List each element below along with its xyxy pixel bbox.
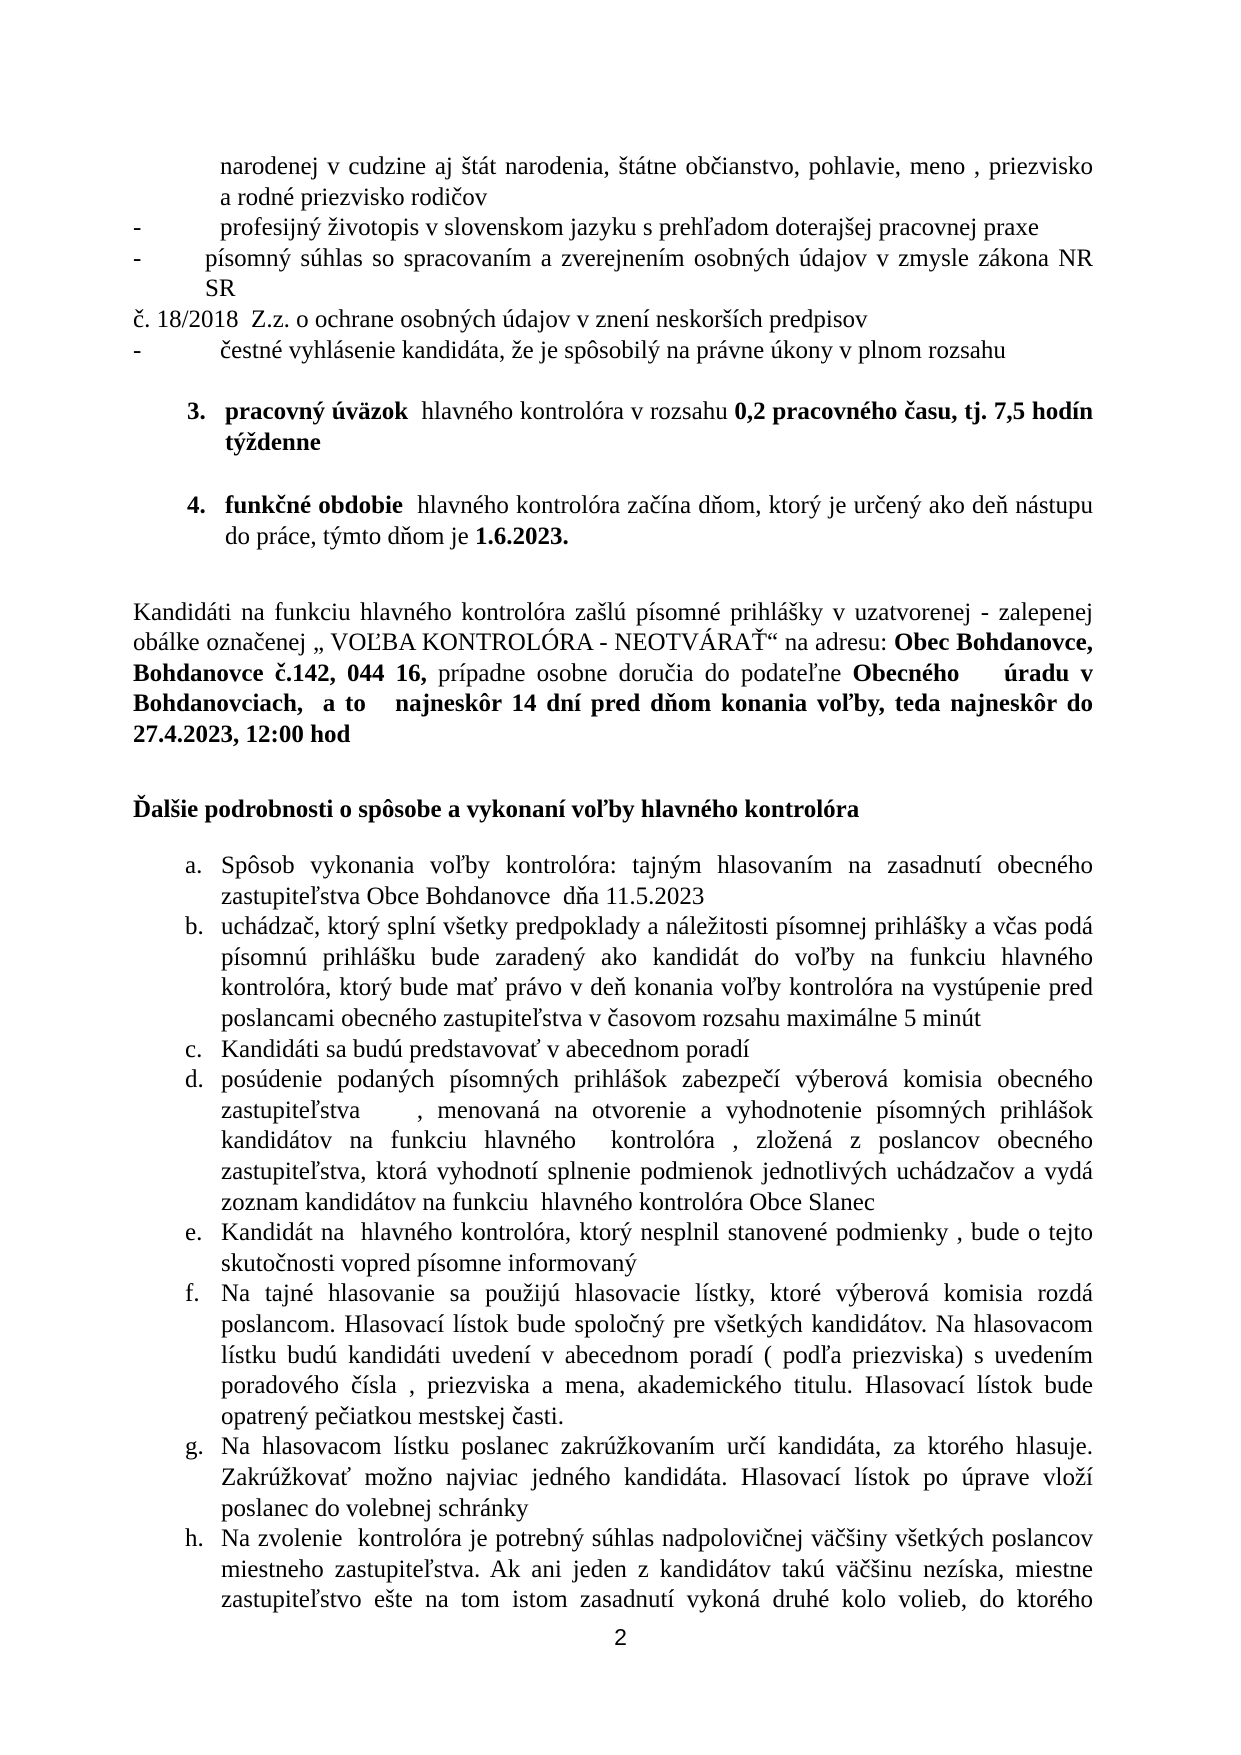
dash-bullet: - — [133, 214, 142, 242]
list-letter: f. — [185, 1280, 200, 1308]
bold-text: 1.6.2023. — [474, 522, 569, 550]
text-line: opatrený pečiatkou mestskej časti. — [221, 1402, 564, 1430]
text-line: kontrolóra, ktorý bude mať právo v deň konania voľby kontrolóra na vystúpenie pred — [221, 974, 1093, 1002]
list-item-cv — [133, 213, 1093, 244]
text-line: kandidátov na funkciu hlavného kontrolóra , zložená z poslancov obecného — [221, 1127, 1093, 1155]
requirements-list-continuation — [133, 152, 1100, 366]
text-line — [133, 397, 1093, 428]
text-line: č. 18/2018 Z.z. o ochrane osobných údajov v znení neskorších predpisov — [133, 305, 868, 333]
list-item-consent — [133, 244, 1100, 305]
text-line: posúdenie podaných písomných prihlášok zabezpečí výberová komisia obecného — [221, 1066, 1093, 1094]
text-line — [133, 491, 1093, 522]
text-line: Zakrúžkovať možno najviac jedného kandidáta. Hlasovací lístok po úprave vloží — [221, 1463, 1093, 1491]
list-item-h — [133, 1524, 1093, 1555]
list-number: 3. — [187, 398, 206, 426]
regular-text: do práce, týmto dňom je — [225, 522, 475, 550]
regular-text: hlavného kontrolóra v rozsahu — [408, 398, 735, 426]
text-line: Kandidát na hlavného kontrolóra, ktorý nesplnil stanovené podmienky , bude o tejto — [221, 1219, 1093, 1247]
text-line: skutočnosti vopred písomne informovaný — [221, 1249, 637, 1277]
text-line: a rodné priezvisko rodičov — [220, 183, 488, 211]
text-line — [133, 428, 1093, 459]
list-item-c — [133, 1035, 1093, 1066]
list-letter: b. — [185, 913, 204, 941]
alpha-list — [133, 851, 1093, 1616]
list-letter: a. — [185, 852, 203, 880]
bold-text: pracovný úväzok — [225, 398, 409, 426]
text-line: zastupiteľstva Obce Bohdanovce dňa 11.5.2023 — [221, 882, 705, 910]
bold-text: Bohdanovce č.142, 044 16, — [133, 659, 427, 687]
regular-text: obálke označenej „ VOĽBA KONTROLÓRA - NEOTVÁRAŤ“ na adresu: — [133, 629, 894, 657]
text-line: zastupiteľstvo ešte na tom istom zasadnutí vykoná druhé kolo volieb, do ktorého — [221, 1586, 1093, 1614]
regular-text: prípadne osobne doručia do podateľne — [426, 659, 853, 687]
dash-bullet: - — [133, 336, 142, 364]
text-line: písomný súhlas so spracovaním a zverejnením osobných údajov v zmysle zákona NR SR — [205, 244, 1100, 303]
numbered-item-4-term — [133, 491, 1093, 552]
text-line: čestné vyhlásenie kandidáta, že je spôsobilý na právne úkony v plnom rozsahu — [220, 336, 1006, 364]
text-line — [133, 522, 1093, 553]
page-content — [133, 152, 1100, 1616]
list-item-d — [133, 1065, 1093, 1096]
text-line — [133, 659, 1093, 690]
list-item-a — [133, 851, 1093, 882]
text-line: Spôsob vykonania voľby kontrolóra: tajným hlasovaním na zasadnutí obecného — [221, 852, 1093, 880]
text-line — [133, 628, 1093, 659]
application-paragraph — [133, 598, 1093, 751]
bold-text: Obecného úradu v — [852, 659, 1093, 687]
dash-bullet: - — [133, 244, 142, 272]
text-line — [133, 689, 1093, 720]
list-item-e — [133, 1218, 1093, 1249]
list-letter: d. — [185, 1066, 204, 1094]
list-item-b — [133, 912, 1093, 943]
text-line: narodenej v cudzine aj štát narodenia, štátne občianstvo, pohlavie, meno , priezvisko — [220, 153, 1093, 180]
text-line: uchádzač, ktorý splní všetky predpoklady a náležitosti písomnej prihlášky a včas podá — [221, 913, 1093, 941]
text-line: Na tajné hlasovanie sa použijú hlasovacie lístky, ktoré výberová komisia rozdá — [221, 1280, 1093, 1308]
text-line: Kandidáti sa budú predstavovať v abecednom poradí — [221, 1035, 750, 1063]
text-line: poslanec do volebnej schránky — [221, 1494, 529, 1522]
bold-text: týždenne — [225, 428, 321, 456]
bold-text: 0,2 pracovného času, tj. 7,5 hodín — [734, 398, 1093, 426]
bold-text: Obec Bohdanovce, — [893, 629, 1093, 657]
list-letter: c. — [185, 1035, 203, 1063]
list-item-declaration — [133, 336, 1093, 367]
text-line: Kandidáti na funkciu hlavného kontrolóra zašlú písomné prihlášky v uzatvorenej - zalepenej — [133, 598, 1093, 626]
text-line: miestneho zastupiteľstva. Ak ani jeden z kandidátov takú väčšinu nezíska, miestne — [221, 1555, 1093, 1583]
bold-text: funkčné obdobie — [225, 492, 404, 520]
text-line: Na hlasovacom lístku poslanec zakrúžkovaním určí kandidáta, za ktorého hlasuje. — [221, 1433, 1093, 1461]
text-line: písomnú prihlášku bude zaradený ako kandidát do voľby na funkciu hlavného — [221, 943, 1093, 971]
bold-text: 27.4.2023, 12:00 hod — [133, 720, 351, 748]
text-line — [133, 720, 1093, 751]
text-line: zoznam kandidátov na funkciu hlavného kontrolóra Obce Slanec — [221, 1188, 875, 1216]
text-line: poslancami obecného zastupiteľstva v časovom rozsahu maximálne 5 minút — [221, 1005, 981, 1033]
page-number: 2 — [614, 1624, 627, 1650]
list-letter: g. — [185, 1433, 204, 1461]
text-line: lístku budú kandidáti uvedení v abecednom poradí ( podľa priezviska) s uvedením — [221, 1341, 1093, 1369]
bold-text: Bohdanovciach, a to najneskôr 14 dní pred dňom konania voľby, teda najneskôr do — [133, 690, 1093, 718]
list-item-f — [133, 1279, 1093, 1310]
text-line: zastupiteľstva, ktorá vyhodnotí splnenie podmienok jednotlivých uchádzačov a vydá — [221, 1158, 1093, 1186]
section-heading: Ďalšie podrobnosti o spôsobe a vykonaní voľby hlavného kontrolóra — [133, 795, 860, 823]
list-item-g — [133, 1432, 1093, 1463]
list-letter: h. — [185, 1525, 204, 1553]
text-line: poradového čísla , priezviska a mena, akademického titulu. Hlasovací lístok bude — [221, 1372, 1093, 1400]
regular-text: hlavného kontrolóra začína dňom, ktorý je určený ako deň nástupu — [403, 492, 1093, 520]
text-line: profesijný životopis v slovenskom jazyku s prehľadom doterajšej pracovnej praxe — [220, 214, 1039, 242]
text-line: poslancom. Hlasovací lístok bude spoločný pre všetkých kandidátov. Na hlasovacom — [221, 1311, 1093, 1338]
text-line: Na zvolenie kontrolóra je potrebný súhlas nadpolovičnej väčšiny všetkých poslancov — [221, 1525, 1093, 1553]
numbered-item-3-workload — [133, 397, 1093, 458]
text-line: zastupiteľstva , menovaná na otvorenie a vyhodnotenie písomných prihlášok — [221, 1096, 1093, 1124]
list-number: 4. — [187, 492, 206, 520]
list-letter: e. — [185, 1219, 203, 1247]
